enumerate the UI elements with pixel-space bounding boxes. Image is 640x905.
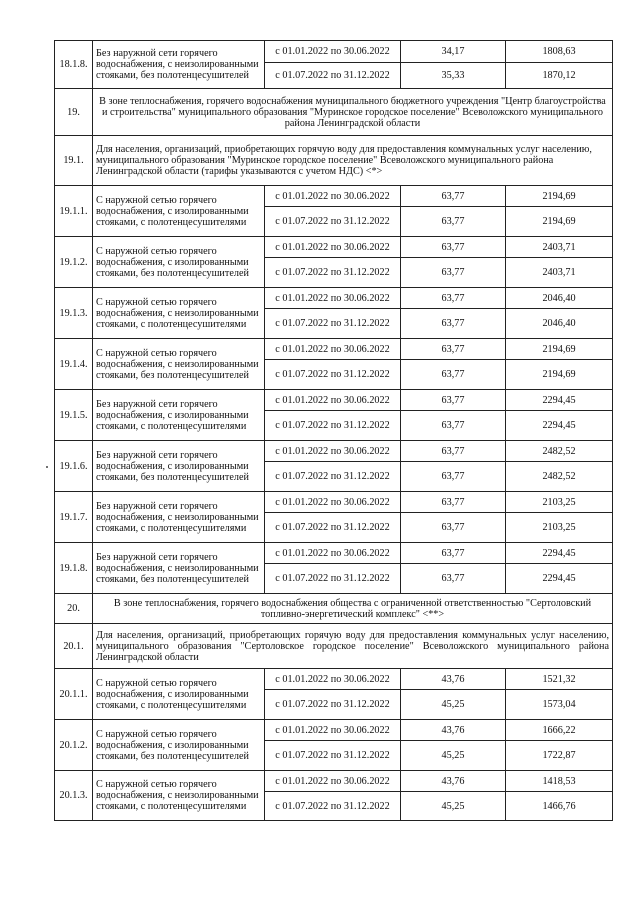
- tariff-value: 1722,87: [506, 741, 613, 771]
- tariff-value: 2482,52: [506, 462, 613, 492]
- tariff-value: 2194,69: [506, 360, 613, 390]
- row-description: Без наружной сети горячего водоснабжения, с неизолированными стояками, с полотенцесушителями: [93, 492, 265, 543]
- table-row: [55, 288, 613, 309]
- row-code: 19.1.6.: [55, 441, 93, 492]
- tariff-value: 1573,04: [506, 690, 613, 720]
- period-cell: с 01.01.2022 по 30.06.2022: [265, 41, 401, 63]
- period-cell: с 01.07.2022 по 31.12.2022: [265, 411, 401, 441]
- component-value: 63,77: [401, 564, 506, 594]
- tariff-value: 2103,25: [506, 513, 613, 543]
- subsection-row: [55, 624, 613, 669]
- row-code: 20.1.3.: [55, 771, 93, 821]
- section-row: [55, 89, 613, 136]
- row-code: 19.1.3.: [55, 288, 93, 339]
- tariff-value: 2403,71: [506, 258, 613, 288]
- row-code: 19.: [55, 89, 93, 136]
- tariff-value: 2294,45: [506, 390, 613, 411]
- period-cell: с 01.07.2022 по 31.12.2022: [265, 63, 401, 89]
- component-value: 63,77: [401, 258, 506, 288]
- tariff-value: 2294,45: [506, 543, 613, 564]
- table-row: [55, 186, 613, 207]
- subsection-row: [55, 136, 613, 186]
- tariff-value: 2103,25: [506, 492, 613, 513]
- tariff-value: 2046,40: [506, 309, 613, 339]
- tariff-value: 1808,63: [506, 41, 613, 63]
- row-description: Без наружной сети горячего водоснабжения, с изолированными стояками, с полотенцесушителями: [93, 390, 265, 441]
- tariff-value: 1466,76: [506, 792, 613, 821]
- row-code: 20.1.: [55, 624, 93, 669]
- row-description: С наружной сетью горячего водоснабжения, с изолированными стояками, без полотенцесушителей: [93, 720, 265, 771]
- component-value: 63,77: [401, 186, 506, 207]
- section-title: В зоне теплоснабжения, горячего водоснабжения общества с ограниченной ответственностью "Сертоловский топливно-энергетический комплекс" <**>: [93, 594, 613, 624]
- row-description: С наружной сетью горячего водоснабжения, с неизолированными стояками, с полотенцесушителями: [93, 288, 265, 339]
- tariff-table-body: [55, 41, 613, 821]
- period-cell: с 01.01.2022 по 30.06.2022: [265, 186, 401, 207]
- component-value: 63,77: [401, 441, 506, 462]
- component-value: 63,77: [401, 492, 506, 513]
- period-cell: с 01.07.2022 по 31.12.2022: [265, 309, 401, 339]
- period-cell: с 01.01.2022 по 30.06.2022: [265, 441, 401, 462]
- period-cell: с 01.07.2022 по 31.12.2022: [265, 741, 401, 771]
- subsection-title: Для населения, организаций, приобретающих горячую воду для предоставления коммунальных услуг населению, муниципального образования "Муринское городское поселение" Всеволожского муниципального района Ленинградской области (тарифы указываются с учетом НДС) <*>: [93, 136, 613, 186]
- component-value: 63,77: [401, 309, 506, 339]
- component-value: 63,77: [401, 360, 506, 390]
- period-cell: с 01.07.2022 по 31.12.2022: [265, 360, 401, 390]
- component-value: 63,77: [401, 543, 506, 564]
- period-cell: с 01.01.2022 по 30.06.2022: [265, 339, 401, 360]
- table-row: [55, 237, 613, 258]
- tariff-value: 2046,40: [506, 288, 613, 309]
- row-code: 19.1.4.: [55, 339, 93, 390]
- tariff-value: 2482,52: [506, 441, 613, 462]
- row-description: Без наружной сети горячего водоснабжения, с неизолированными стояками, без полотенцесушителей: [93, 41, 265, 89]
- row-description: Без наружной сети горячего водоснабжения, с неизолированными стояками, без полотенцесушителей: [93, 543, 265, 594]
- period-cell: с 01.07.2022 по 31.12.2022: [265, 690, 401, 720]
- tariff-value: 1418,53: [506, 771, 613, 792]
- component-value: 45,25: [401, 690, 506, 720]
- tariff-value: 2294,45: [506, 411, 613, 441]
- period-cell: с 01.07.2022 по 31.12.2022: [265, 792, 401, 821]
- component-value: 63,77: [401, 288, 506, 309]
- table-row: [55, 720, 613, 741]
- component-value: 63,77: [401, 462, 506, 492]
- period-cell: с 01.01.2022 по 30.06.2022: [265, 543, 401, 564]
- row-code: 19.1.: [55, 136, 93, 186]
- section-title: В зоне теплоснабжения, горячего водоснабжения муниципального бюджетного учреждения "Центр благоустройства и строительства" муниципального образования "Муринское городское поселение" Всеволожского муниципального района Ленинградской области: [93, 89, 613, 136]
- table-row: [55, 543, 613, 564]
- tariff-value: 2194,69: [506, 207, 613, 237]
- period-cell: с 01.01.2022 по 30.06.2022: [265, 288, 401, 309]
- component-value: 45,25: [401, 792, 506, 821]
- row-description: С наружной сетью горячего водоснабжения, с изолированными стояками, без полотенцесушителей: [93, 237, 265, 288]
- component-value: 63,77: [401, 390, 506, 411]
- period-cell: с 01.01.2022 по 30.06.2022: [265, 771, 401, 792]
- tariff-value: 1666,22: [506, 720, 613, 741]
- row-code: 19.1.8.: [55, 543, 93, 594]
- row-description: С наружной сетью горячего водоснабжения, с изолированными стояками, с полотенцесушителями: [93, 186, 265, 237]
- table-row: [55, 771, 613, 792]
- component-value: 34,17: [401, 41, 506, 63]
- scan-dot: [46, 466, 48, 468]
- table-row: [55, 339, 613, 360]
- tariff-value: 1521,32: [506, 669, 613, 690]
- period-cell: с 01.01.2022 по 30.06.2022: [265, 669, 401, 690]
- tariff-value: 2194,69: [506, 186, 613, 207]
- tariff-value: 1870,12: [506, 63, 613, 89]
- component-value: 43,76: [401, 771, 506, 792]
- table-row: [55, 41, 613, 63]
- row-code: 19.1.7.: [55, 492, 93, 543]
- period-cell: с 01.01.2022 по 30.06.2022: [265, 720, 401, 741]
- component-value: 43,76: [401, 720, 506, 741]
- tariff-table: [54, 40, 613, 821]
- table-row: [55, 390, 613, 411]
- row-code: 20.: [55, 594, 93, 624]
- row-code: 18.1.8.: [55, 41, 93, 89]
- row-description: С наружной сетью горячего водоснабжения, с изолированными стояками, с полотенцесушителями: [93, 669, 265, 720]
- component-value: 63,77: [401, 411, 506, 441]
- row-description: Без наружной сети горячего водоснабжения, с изолированными стояками, без полотенцесушителей: [93, 441, 265, 492]
- table-row: [55, 669, 613, 690]
- period-cell: с 01.07.2022 по 31.12.2022: [265, 462, 401, 492]
- tariff-value: 2294,45: [506, 564, 613, 594]
- period-cell: с 01.01.2022 по 30.06.2022: [265, 390, 401, 411]
- component-value: 63,77: [401, 339, 506, 360]
- row-code: 20.1.2.: [55, 720, 93, 771]
- subsection-title: Для населения, организаций, приобретающих горячую воду для предоставления коммунальных услуг населению, муниципального образования "Сертоловское городское поселение" Всеволожского муниципального района Ленинградской области: [93, 624, 613, 669]
- component-value: 35,33: [401, 63, 506, 89]
- component-value: 45,25: [401, 741, 506, 771]
- row-code: 19.1.1.: [55, 186, 93, 237]
- component-value: 63,77: [401, 513, 506, 543]
- period-cell: с 01.07.2022 по 31.12.2022: [265, 564, 401, 594]
- row-code: 19.1.2.: [55, 237, 93, 288]
- component-value: 63,77: [401, 207, 506, 237]
- period-cell: с 01.01.2022 по 30.06.2022: [265, 492, 401, 513]
- tariff-value: 2403,71: [506, 237, 613, 258]
- tariff-value: 2194,69: [506, 339, 613, 360]
- table-row: [55, 492, 613, 513]
- row-code: 20.1.1.: [55, 669, 93, 720]
- period-cell: с 01.01.2022 по 30.06.2022: [265, 237, 401, 258]
- row-code: 19.1.5.: [55, 390, 93, 441]
- table-row: [55, 441, 613, 462]
- period-cell: с 01.07.2022 по 31.12.2022: [265, 207, 401, 237]
- component-value: 63,77: [401, 237, 506, 258]
- component-value: 43,76: [401, 669, 506, 690]
- section-row: [55, 594, 613, 624]
- period-cell: с 01.07.2022 по 31.12.2022: [265, 513, 401, 543]
- period-cell: с 01.07.2022 по 31.12.2022: [265, 258, 401, 288]
- row-description: С наружной сетью горячего водоснабжения, с неизолированными стояками, с полотенцесушителями: [93, 771, 265, 821]
- row-description: С наружной сетью горячего водоснабжения, с неизолированными стояками, без полотенцесушителей: [93, 339, 265, 390]
